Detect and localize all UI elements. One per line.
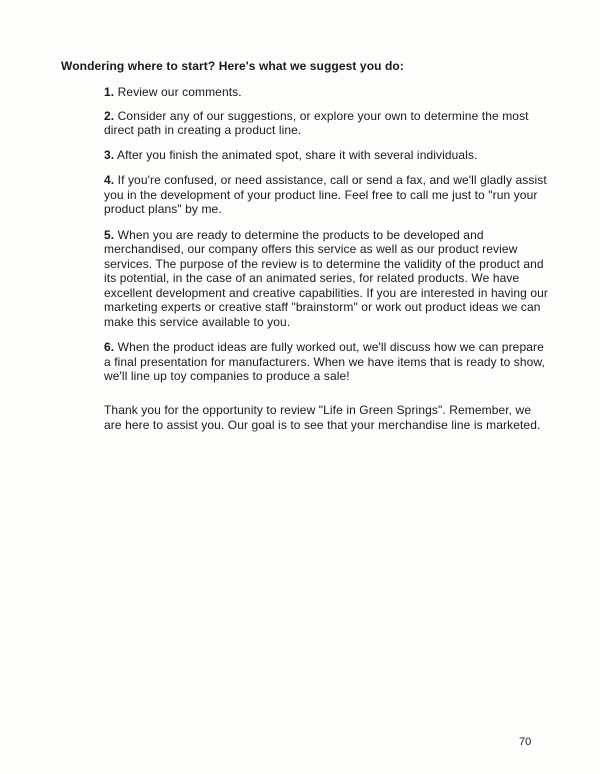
- item-text: If you're confused, or need assistance, call or send a fax, and we'll gladly assist you in the development of your product line. Feel free to call me just to "run your product plans" by me.: [104, 173, 547, 216]
- page-number: 70: [519, 736, 532, 748]
- item-number: 5.: [104, 227, 115, 242]
- suggestion-item-6: [104, 340, 550, 384]
- item-number: 3.: [104, 147, 115, 162]
- suggestion-item-4: [104, 173, 550, 217]
- item-number: 4.: [104, 173, 115, 187]
- suggestion-item-1: [104, 85, 550, 100]
- page-heading: Wondering where to start? Here's what we suggest you do:: [61, 59, 404, 73]
- item-text: Review our comments.: [114, 85, 242, 99]
- item-text: After you finish the animated spot, share it with several individuals.: [114, 147, 478, 162]
- item-number: 6.: [104, 340, 115, 354]
- suggestion-item-3: [104, 148, 550, 163]
- closing-paragraph: Thank you for the opportunity to review "Life in Green Springs". Remember, we are here to assist you. Our goal is to see that your merchandise line is marketed.: [104, 403, 541, 432]
- item-number: 2.: [104, 108, 115, 123]
- item-text: When you are ready to determine the products to be developed and merchandised, our company offers this service as well as our product review services. The purpose of the review is to determine the validity of the product and its potential, in the case of an animated series, for related products. We have excellent development and creative capabilities. If you are interested in having our marketing experts or creative staff "brainstorm" or work out product ideas we can make this service available to you.: [104, 227, 548, 329]
- suggestion-list: [104, 85, 550, 384]
- item-text: Consider any of our suggestions, or explore your own to determine the most direct path in creating a product line.: [104, 108, 529, 137]
- item-text: When the product ideas are fully worked out, we'll discuss how we can prepare a final presentation for manufacturers. When we have items that is ready to show, we'll line up toy companies to produce a sale!: [104, 340, 545, 383]
- item-number: 1.: [104, 85, 115, 99]
- suggestion-item-5: [104, 228, 550, 330]
- suggestion-item-2: [104, 109, 550, 138]
